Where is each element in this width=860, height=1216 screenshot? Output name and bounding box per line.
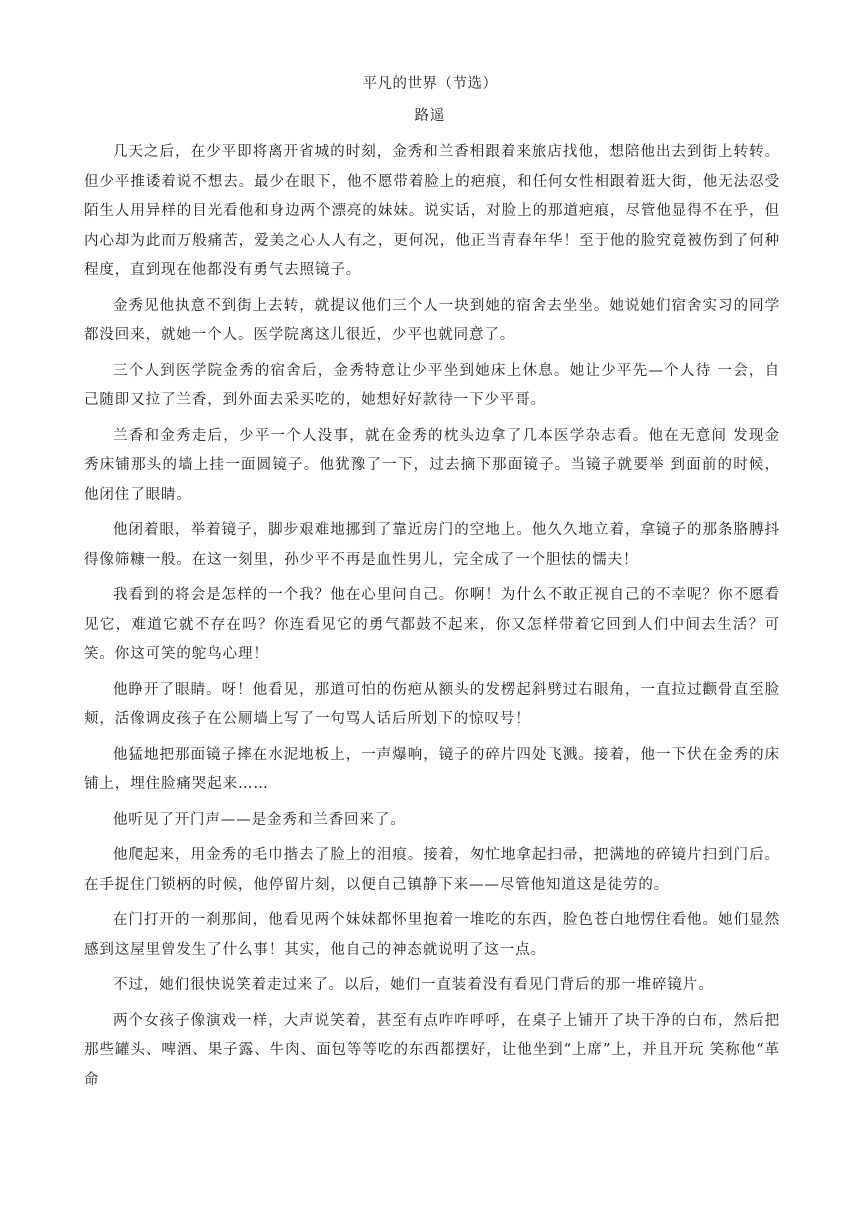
- paragraph: 他闭着眼，举着镜子，脚步艰难地挪到了靠近房门的空地上。他久久地立着，拿镜子的那条胳膊抖得像筛糠一般。在这一刻里，孙少平不再是血性男儿，完全成了一个胆怯的懦夫！: [84, 522, 780, 568]
- paragraph: 他猛地把那面镜子摔在水泥地板上，一声爆响，镜子的碎片四处飞溅。接着，他一下伏在金秀的床铺上，埋住脸痛哭起来……: [84, 746, 780, 792]
- paragraph: 兰香和金秀走后，少平一个人没事，就在金秀的枕头边拿了几本医学杂志看。他在无意间 发现金秀床铺那头的墙上挂一面圆镜子。他犹豫了一下，过去摘下那面镜子。当镜子就要举 到面前的时候，他闭住了眼睛。: [84, 427, 780, 503]
- paragraph: 两个女孩子像演戏一样，大声说笑着，甚至有点咋咋呼呼，在桌子上铺开了块干净的白布，然后把那些罐头、啤酒、果子露、牛肉、面包等等吃的东西都摆好，让他坐到“上席”上，并且开玩 笑称他“革命: [84, 1012, 780, 1088]
- paragraph: 他睁开了眼睛。呀！他看见，那道可怕的伤疤从额头的发楞起斜劈过右眼角，一直拉过颧骨直至脸颊，活像调皮孩子在公厕墙上写了一句骂人话后所划下的惊叹号！: [84, 681, 780, 727]
- paragraph: 在门打开的一刹那间，他看见两个妹妹都怀里抱着一堆吃的东西，脸色苍白地愣住看他。她们显然感到这屋里曾发生了什么事！其实，他自己的神态就说明了这一点。: [84, 912, 780, 958]
- paragraph: 不过，她们很快说笑着走过来了。以后，她们一直装着没有看见门背后的那一堆碎镜片。: [113, 977, 714, 993]
- paragraph: 他听见了开门声——是金秀和兰香回来了。: [113, 811, 406, 828]
- document-body: [84, 138, 780, 1101]
- paragraph: 几天之后，在少平即将离开省城的时刻，金秀和兰香相跟着来旅店找他，想陪他出去到街上转转。但少平推诿着说不想去。最少在眼下，他不愿带着脸上的疤痕，和任何女性相跟着逛大街，他无法忍受陌生人用异样的目光看他和身边两个漂亮的妹妹。说实话，对脸上的那道疤痕，尽管他显得不在乎，但内心却为此而万般痛苦，爱美之心人人有之，更何况，他正当青春年华！至于他的脸究竟被伤到了何种程度，直到现在他都没有勇气去照镜子。: [84, 144, 780, 278]
- paragraph: 金秀见他执意不到街上去转，就提议他们三个人一块到她的宿舍去坐坐。她说她们宿舍实习的同学都没回来，就她一个人。医学院离这儿很近，少平也就同意了。: [84, 297, 780, 343]
- document-title: 平凡的世界（节选）: [362, 76, 498, 92]
- paragraph: 他爬起来，用金秀的毛巾揩去了脸上的泪痕。接着，匆忙地拿起扫帚，把满地的碎镜片扫到门后。在手捉住门锁柄的时候，他停留片刻，以便自己镇静下来——尽管他知道这是徒劳的。: [84, 847, 780, 893]
- paragraph: 我看到的将会是怎样的一个我？他在心里问自己。你啊！为什么不敢正视自己的不幸呢？你不愿看见它，难道它就不存在吗？你连看见它的勇气都鼓不起来，你又怎样带着它回到人们中间去生活？可笑。你这可笑的鸵鸟心理！: [84, 587, 780, 662]
- paragraph: 三个人到医学院金秀的宿舍后，金秀特意让少平坐到她床上休息。她让少平先—个人待 一会，自己随即又拉了兰香，到外面去采买吃的，她想好好款待一下少平哥。: [84, 362, 780, 408]
- document-author: 路遥: [414, 108, 446, 124]
